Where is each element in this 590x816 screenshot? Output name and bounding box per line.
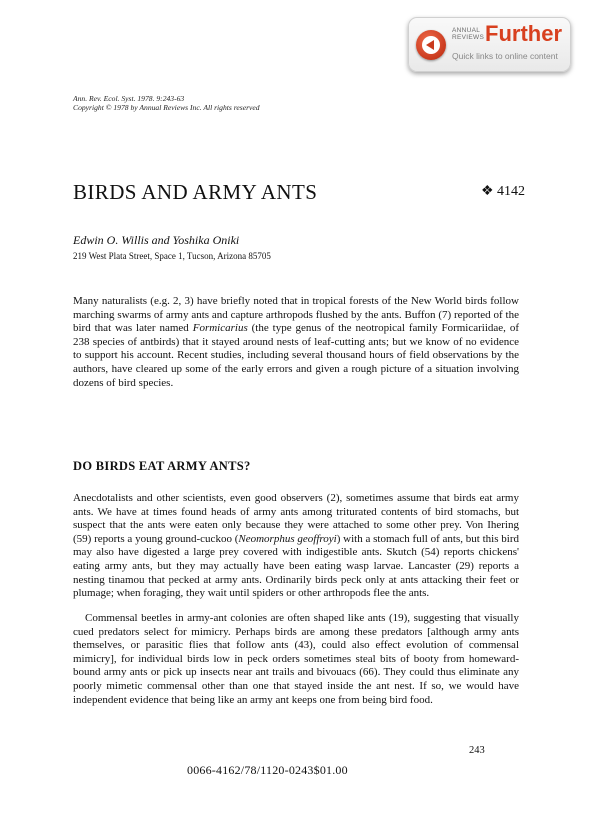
- journal-citation: Ann. Rev. Ecol. Syst. 1978. 9:243-63: [73, 94, 185, 103]
- article-code: ❖ 4142: [481, 184, 526, 199]
- copyright-line: Copyright © 1978 by Annual Reviews Inc. All rights reserved: [73, 103, 260, 112]
- annual-reviews-label: ANNUAL REVIEWS: [452, 27, 485, 41]
- body-paragraph-2: Commensal beetles in army-ant colonies are often shaped like ants (19), suggesting that visually cued predators select for mimicry. Perhaps birds are among these predators [although army ants themselves, or parasitic flies that follow ants (43), could also effect evolution of commensal mimicry], for individual birds low in peck orders sometimes steal bits of booty from homeward-bound army ants or pick up insects near ant trails and bivouacs (66). They could thus eliminate any poorly mimetic commensal other than one that stayed inside the ant nest. If so, we would have independent evidence that being like an army ant keeps one from being bird food.: [73, 612, 519, 706]
- further-label: Further: [485, 21, 562, 46]
- authors: Edwin O. Willis and Yoshika Oniki: [73, 233, 240, 247]
- page-number: 243: [469, 745, 485, 756]
- section-heading: DO BIRDS EAT ARMY ANTS?: [73, 459, 251, 473]
- author-address: 219 West Plata Street, Space 1, Tucson, Arizona 85705: [73, 251, 271, 261]
- play-icon: [416, 30, 446, 60]
- quick-links-label: Quick links to online content: [452, 51, 558, 61]
- body-paragraph-1: Anecdotalists and other scientists, even good observers (2), sometimes assume that birds eat army ants. We have at times found heads of army ants among triturated contents of bird stomachs, but suspect that the ants were eaten only because they were attached to some other prey. Von Ihering (59) reports a young ground-cuckoo (Neomorphus geoffroyi) with a stomach full of ants, but this bird may also have digested a large prey covered with indigestible ants. Skutch (54) reports chickens' eating army ants, but they may actually have been eating wasp larvae. Lancaster (29) reports a nesting tinamou that pecked at army ants. Ordinarily birds peck only at ants attacking their feet or plumage; when foraging, they wait until spiders or other arthropods flee the ants.: [73, 492, 520, 600]
- annual-reviews-further-badge[interactable]: [408, 17, 571, 72]
- intro-paragraph: Many naturalists (e.g. 2, 3) have briefly noted that in tropical forests of the New World birds follow marching swarms of army ants and capture arthropods flushed by the ants. Buffon (7) reported of the bird that was later named Formicarius (the type genus of the neotropical family Formicariidae, of 238 species of antbirds) that it stayed around nests of leaf-cutting ants; but we know of no evidence to support his account. Recent studies, including several thousand hours of field observations by the authors, have cleared up some of the early errors and given a rough picture of a situation involving dozens of bird species.: [73, 295, 519, 389]
- article-title: BIRDS AND ARMY ANTS: [73, 180, 318, 204]
- footer-code: 0066-4162/78/1120-0243$01.00: [187, 763, 348, 777]
